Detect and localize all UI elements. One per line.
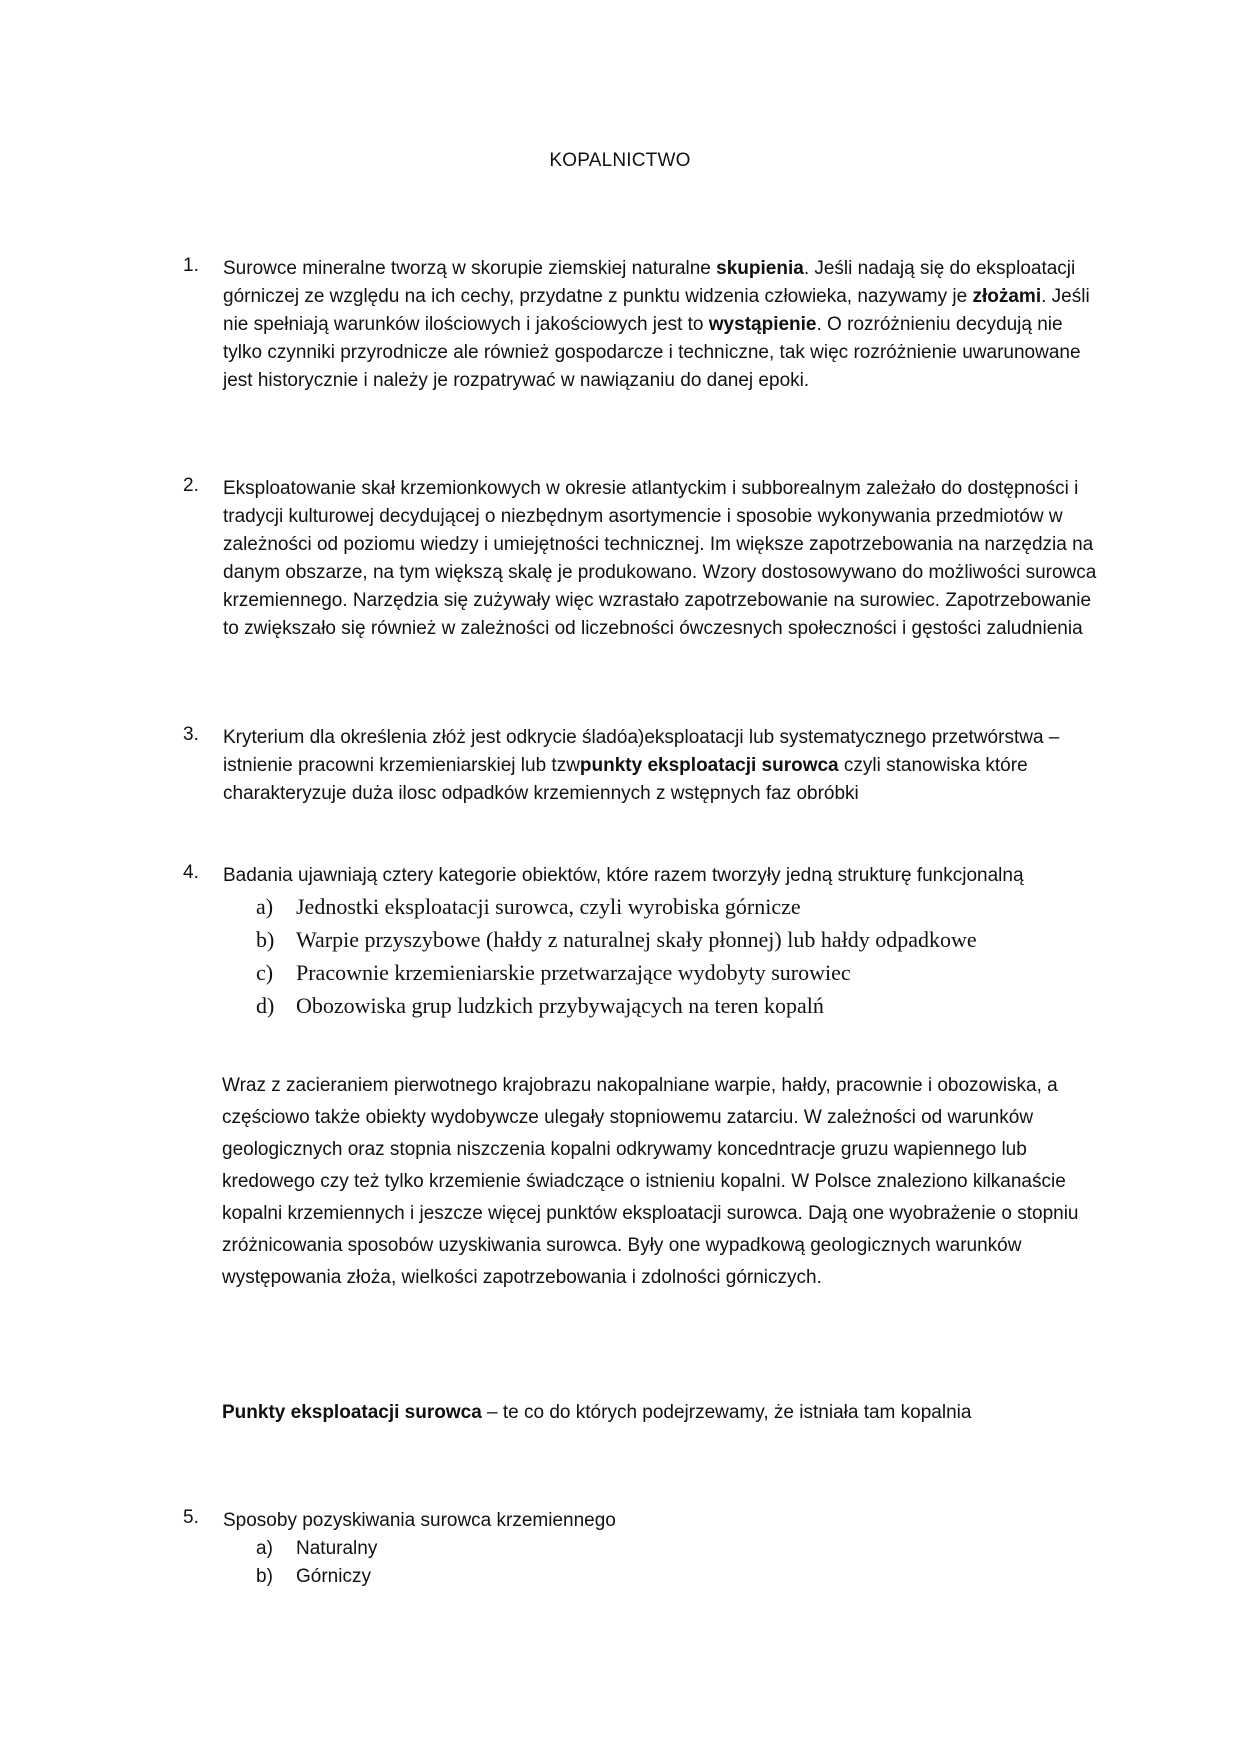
item-text: Eksploatowanie skał krzemionkowych w okresie atlantyckim i subborealnym zależało do dostępności i tradycji kulturowej decydującej o niezbędnym asortymencie i sposobie wykonywania przedmiotów w zależności od poziomu wiedzy i umiejętności technicznej. Im większe zapotrzebowania na narzędzia na danym obszarze, na tym większą skalę je produkowano. Wzory dostosowywano do możliwości surowca krzemiennego. Narzędzia się zużywały więc wzrastało zapotrzebowanie na surowiec. Zapotrzebowanie to zwiększało się również w zależności od liczebności ówczesnych społeczności i gęstości zaludnienia	[223, 478, 1097, 639]
sub-item: b) Warpie przyszybowe (hałdy z naturalnej skały płonnej) lub hałdy odpadkowe	[256, 927, 977, 952]
sub-list	[223, 890, 1103, 1022]
sub-list	[223, 1535, 1103, 1591]
list-item-1	[183, 255, 1103, 395]
term-zlozami: złożami	[972, 286, 1042, 307]
sub-item: c) Pracownie krzemieniarskie przetwarzające wydobyty surowiec	[256, 960, 851, 985]
item-text: Surowce mineralne tworzą w skorupie ziemskiej naturalne skupienia. Jeśli nadają się do eksploatacji górniczej ze względu na ich cechy, przydatne z punktu widzenia człowieka, nazywamy je złożami. Jeśli nie spełniają warunków ilościowych i jakościowych jest to wystąpienie. O rozróżnieniu decydują nie tylko czynniki przyrodnicze ale również gospodarcze i techniczne, tak więc rozróżnienie uwarunowane jest historycznie i należy je rozpatrywać w nawiązaniu do danej epoki.	[223, 258, 1090, 391]
definition-line	[222, 1399, 1122, 1427]
definition-text: – te co do których podejrzewamy, że istniała tam kopalnia	[481, 1402, 972, 1423]
item-number: 1.	[183, 255, 199, 276]
item-text: Kryterium dla określenia złóż jest odkrycie śladóa)eksploatacji lub systematycznego przetwórstwa – istnienie pracowni krzemieniarskiej lub tzwpunkty eksploatacji surowca czyli stanowiska które charakteryzuje duża ilosc odpadków krzemiennych z wstępnych faz obróbki	[223, 727, 1060, 804]
list-item-3	[183, 724, 1103, 808]
sub-item: a) Naturalny	[256, 1538, 378, 1559]
item-text: Sposoby pozyskiwania surowca krzemiennego a) Naturalny b) Górniczy	[223, 1507, 1103, 1591]
term-skupienia: skupienia	[716, 258, 804, 279]
sub-item: d) Obozowiska grup ludzkich przybywających na teren kopalń	[256, 993, 824, 1018]
item-number: 3.	[183, 724, 199, 745]
item-number: 4.	[183, 862, 199, 883]
item-text: Badania ujawniają cztery kategorie obiektów, które razem tworzyły jedną strukturę funkcjonalną a) Jednostki eksploatacji surowca, czyli wyrobiska górnicze b) Warpie przyszybowe (hałdy z naturalnej skały płonnej) lub hałdy odpadkowe c) Pracownie krzemieniarskie przetwarzające wydobyty surowiec d) Obozowiska grup ludzkich przybywających na teren kopalń	[223, 862, 1103, 1022]
list-item-5	[183, 1507, 1103, 1591]
term-wystapienie: wystąpienie	[708, 314, 817, 335]
term-punkty-eksploatacji: punkty eksploatacji surowca	[579, 755, 839, 776]
definition-term: Punkty eksploatacji surowca	[222, 1402, 482, 1423]
item-number: 5.	[183, 1507, 199, 1528]
sub-item: a) Jednostki eksploatacji surowca, czyli wyrobiska górnicze	[256, 894, 801, 919]
list-item-4	[183, 862, 1103, 1022]
sub-item: b) Górniczy	[256, 1566, 371, 1587]
item-number: 2.	[183, 475, 199, 496]
list-item-2	[183, 475, 1103, 643]
page-title: KOPALNICTWO	[549, 150, 691, 171]
body-paragraph: Wraz z zacieraniem pierwotnego krajobrazu nakopalniane warpie, hałdy, pracownie i obozowiska, a częściowo także obiekty wydobywcze ulegały stopniowemu zatarciu. W zależności od warunków geologicznych oraz stopnia niszczenia kopalni odkrywamy koncedntracje gruzu wapiennego lub kredowego czy też tylko krzemienie świadczące o istnieniu kopalni. W Polsce znaleziono kilkanaście kopalni krzemiennych i jeszcze więcej punktów eksploatacji surowca. Dają one wyobrażenie o stopniu zróżnicowania sposobów uzyskiwania surowca. Były one wypadkową geologicznych warunków występowania złoża, wielkości zapotrzebowania i zdolności górniczych.	[222, 1075, 1079, 1288]
